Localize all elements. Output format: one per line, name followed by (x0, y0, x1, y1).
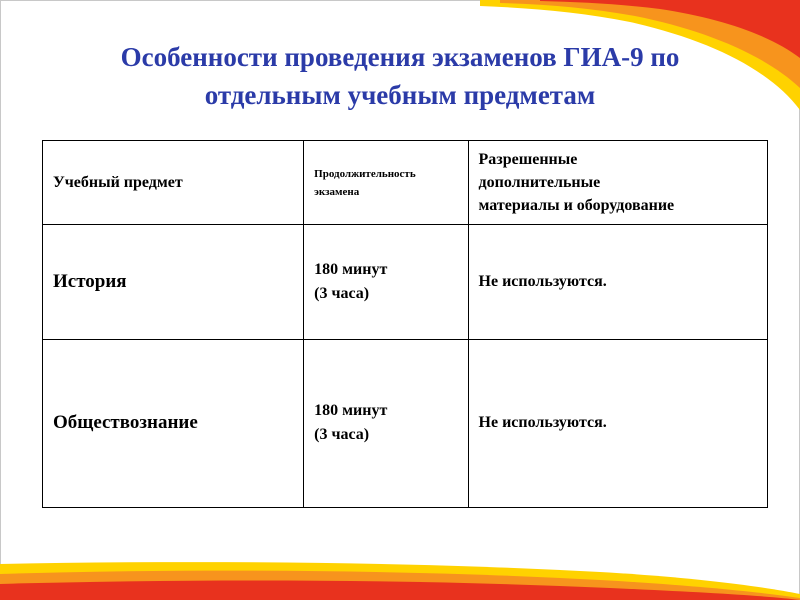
materials-cell: Не используются. (468, 339, 767, 507)
header-subject: Учебный предмет (43, 141, 304, 225)
duration-minutes: 180 минут (314, 402, 388, 420)
table-header-row (43, 141, 768, 225)
header-duration (304, 141, 468, 225)
duration-hours: (3 часа) (314, 426, 370, 444)
table-row (43, 339, 768, 507)
slide-title (40, 38, 760, 114)
table-row (43, 225, 768, 339)
duration-hours: (3 часа) (314, 284, 370, 302)
slide-title-line-1: Особенности проведения экзаменов ГИА-9 по (120, 42, 680, 72)
duration-cell (304, 339, 468, 507)
slide-title-line-2: отдельным учебным предметам (204, 80, 596, 110)
subject-cell: Обществознание (43, 339, 304, 507)
header-duration-line-1: Продолжительность (314, 167, 416, 180)
exam-subjects-table (42, 140, 768, 508)
decorative-swoosh-bottom (0, 550, 800, 600)
subject-cell: История (43, 225, 304, 339)
header-materials-line-2: дополнительные (478, 174, 601, 192)
duration-minutes: 180 минут (314, 260, 388, 278)
header-duration-line-2: экзамена (314, 185, 360, 198)
duration-cell (304, 225, 468, 339)
header-materials (468, 141, 767, 225)
header-materials-line-3: материалы и оборудование (478, 197, 675, 215)
header-materials-line-1: Разрешенные (478, 151, 578, 169)
materials-cell: Не используются. (468, 225, 767, 339)
